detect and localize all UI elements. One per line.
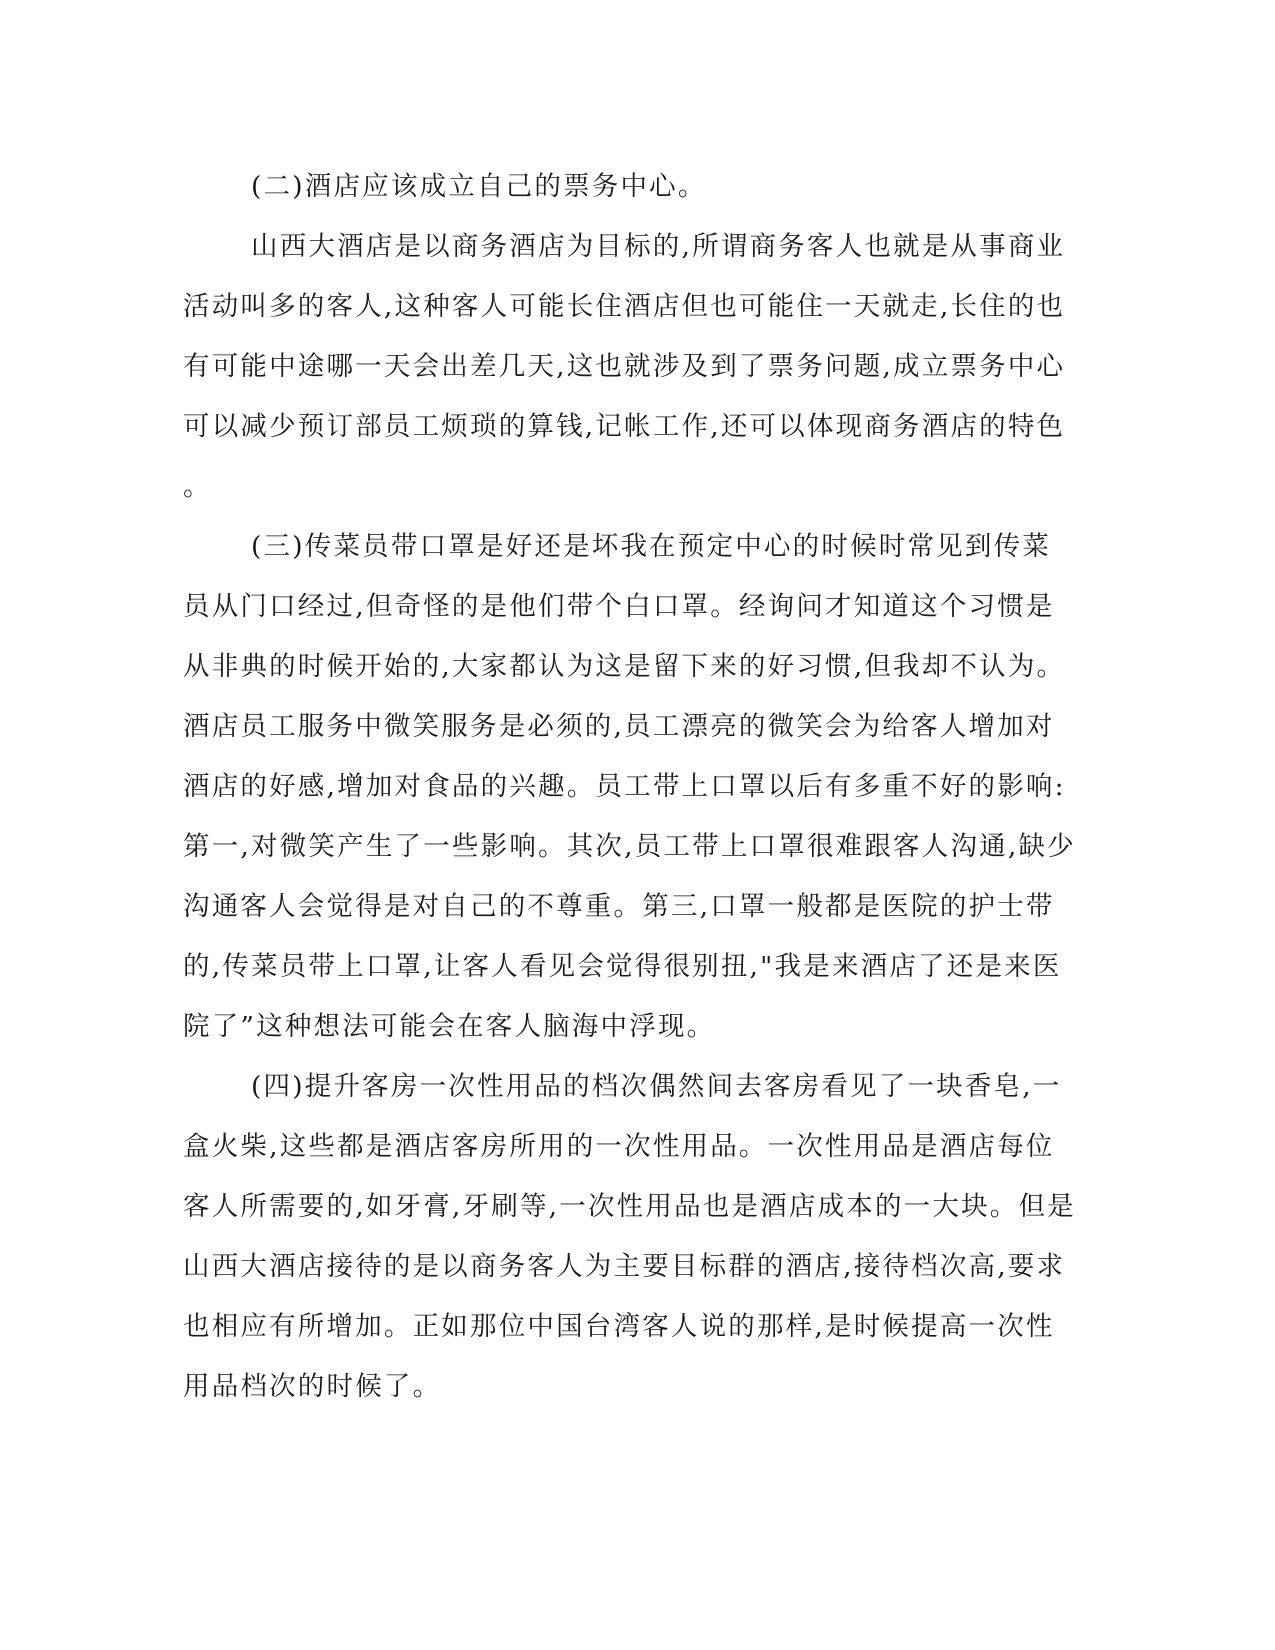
paragraph-line: 沟通客人会觉得是对自己的不尊重。第三,口罩一般都是医院的护士带 bbox=[183, 891, 1055, 922]
paragraph-line: 山西大酒店接待的是以商务客人为主要目标群的酒店,接待档次高,要求 bbox=[183, 1251, 1066, 1282]
paragraph-line: 的,传菜员带上口罩,让客人看见会觉得很别扭,"我是来酒店了还是来医 bbox=[183, 951, 1062, 982]
paragraph-line: 院了”这种想法可能会在客人脑海中浮现。 bbox=[183, 1011, 716, 1042]
paragraph-line: 盒火柴,这些都是酒店客房所用的一次性用品。一次性用品是酒店每位 bbox=[183, 1131, 1055, 1162]
paragraph-line: 员从门口经过,但奇怪的是他们带个白口罩。经询问才知道这个习惯是 bbox=[183, 591, 1055, 622]
paragraph-line: 也相应有所增加。正如那位中国台湾客人说的那样,是时候提高一次性 bbox=[183, 1311, 1055, 1342]
paragraph-line: 从非典的时候开始的,大家都认为这是留下来的好习惯,但我却不认为。 bbox=[183, 651, 1066, 682]
paragraph-line: 山西大酒店是以商务酒店为目标的,所谓商务客人也就是从事商业 bbox=[251, 231, 1066, 262]
paragraph-line: 酒店员工服务中微笑服务是必须的,员工漂亮的微笑会为给客人增加对 bbox=[183, 711, 1055, 742]
section-heading-supplies: (四)提升客房一次性用品的档次偶然间去客房看见了一块香皂,一 bbox=[251, 1071, 1062, 1102]
paragraph-line: 第一,对微笑产生了一些影响。其次,员工带上口罩很难跟客人沟通,缺少 bbox=[183, 831, 1076, 862]
section-heading-ticketing: (二)酒店应该成立自己的票务中心。 bbox=[251, 171, 707, 202]
paragraph-line: 。 bbox=[183, 471, 212, 502]
document-body bbox=[183, 157, 1076, 1417]
paragraph-line: 酒店的好感,增加对食品的兴趣。员工带上口罩以后有多重不好的影响: bbox=[183, 771, 1066, 802]
section-heading-masks: (三)传菜员带口罩是好还是坏我在预定中心的时候时常见到传菜 bbox=[251, 531, 1051, 562]
paragraph-line: 活动叫多的客人,这种客人可能长住酒店但也可能住一天就走,长住的也 bbox=[183, 291, 1066, 322]
paragraph-line: 用品档次的时候了。 bbox=[183, 1371, 442, 1402]
paragraph-line: 客人所需要的,如牙膏,牙刷等,一次性用品也是酒店成本的一大块。但是 bbox=[183, 1191, 1076, 1222]
paragraph-line: 可以减少预订部员工烦琐的算钱,记帐工作,还可以体现商务酒店的特色 bbox=[183, 411, 1066, 442]
paragraph-line: 有可能中途哪一天会出差几天,这也就涉及到了票务问题,成立票务中心 bbox=[183, 351, 1066, 382]
